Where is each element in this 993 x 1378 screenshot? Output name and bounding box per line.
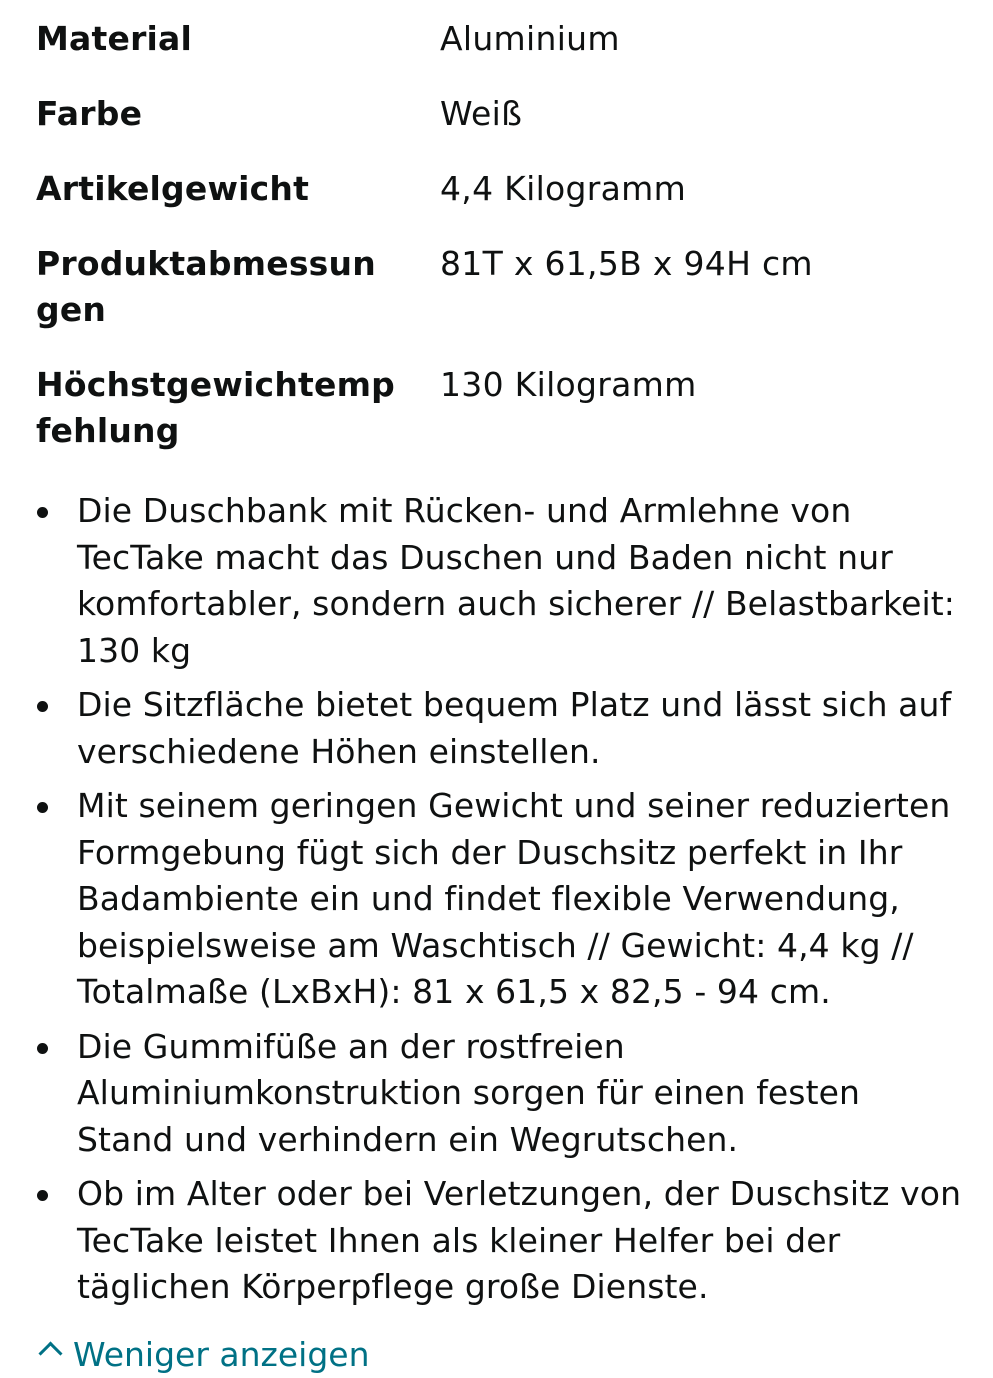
spec-row-material (36, 16, 966, 62)
chevron-up-icon (38, 1341, 62, 1365)
spec-label: Produktabmessungen (36, 244, 376, 329)
bullet-dot-icon (37, 701, 48, 712)
product-specs-table (36, 16, 966, 483)
spec-row-max-weight (36, 362, 966, 454)
feature-bullet-text: Ob im Alter oder bei Verletzungen, der Duschsitz von TecTake leistet Ihnen als kleiner Helfer bei der täglichen Körperpflege große Dienste. (77, 1174, 962, 1306)
spec-label: Artikelgewicht (36, 169, 310, 208)
feature-bullet-list (36, 488, 966, 1319)
show-less-label: Weniger anzeigen (73, 1335, 370, 1374)
spec-value: 81T x 61,5B x 94H cm (440, 244, 813, 283)
spec-label: Farbe (36, 94, 143, 133)
feature-bullet (36, 1024, 966, 1164)
spec-label: Höchstgewichtempfehlung (36, 365, 395, 450)
bullet-dot-icon (37, 507, 48, 518)
spec-value: Aluminium (440, 19, 620, 58)
spec-row-color (36, 91, 966, 137)
bullet-dot-icon (37, 1190, 48, 1201)
spec-label: Material (36, 19, 193, 58)
bullet-dot-icon (37, 802, 48, 813)
feature-bullet-text: Die Sitzfläche bietet bequem Platz und lässt sich auf verschiedene Höhen einstellen. (77, 685, 952, 771)
spec-row-dimensions (36, 241, 966, 333)
spec-value: Weiß (440, 94, 523, 133)
feature-bullet (36, 682, 966, 775)
spec-value: 4,4 Kilogramm (440, 169, 687, 208)
spec-value: 130 Kilogramm (440, 365, 697, 404)
feature-bullet (36, 488, 966, 674)
feature-bullet (36, 1171, 966, 1311)
feature-bullet (36, 783, 966, 1016)
bullet-dot-icon (37, 1043, 48, 1054)
feature-bullet-text: Mit seinem geringen Gewicht und seiner reduzierten Formgebung fügt sich der Duschsitz perfekt in Ihr Badambiente ein und findet flexible Verwendung, beispielsweise am Waschtisch // Gewicht: 4,4 kg // Totalmaße (LxBxH): 81 x 61,5 x 82,5 - 94 cm. (77, 786, 951, 1011)
show-less-link[interactable] (36, 1332, 369, 1378)
spec-row-weight (36, 166, 966, 212)
feature-bullet-text: Die Gummifüße an der rostfreien Aluminiumkonstruktion sorgen für einen festen Stand und verhindern ein Wegrutschen. (77, 1026, 861, 1159)
feature-bullet-text: Die Duschbank mit Rücken- und Armlehne von TecTake macht das Duschen und Baden nicht nur komfortabler, sondern auch sicherer // Belastbarkeit: 130 kg (77, 491, 956, 670)
